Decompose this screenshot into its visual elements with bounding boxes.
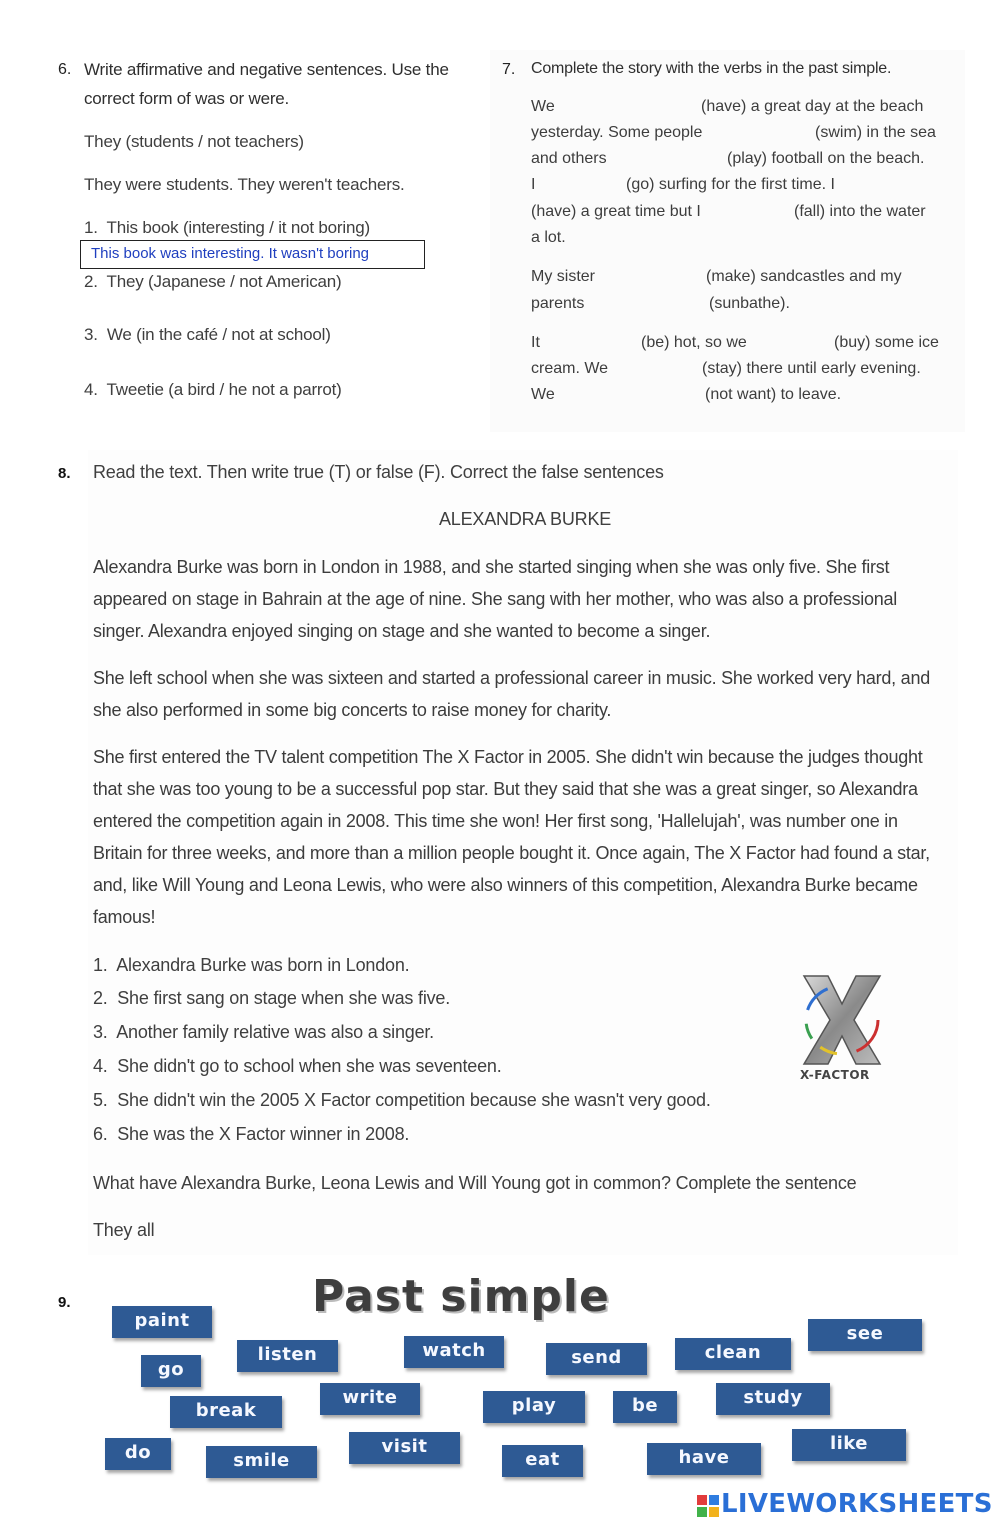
ex6-item-text: We (in the café / not at school) (106, 325, 331, 344)
liveworksheets-brand: LIVEWORKSHEETS (721, 1489, 993, 1519)
ex6-item-num: 4. (84, 380, 98, 399)
story-text: I (531, 176, 536, 193)
story-text: cream. We (531, 360, 609, 377)
story-text: and others (531, 150, 607, 167)
answer-start: They all (93, 1220, 155, 1240)
ex8-number: 8. (58, 465, 71, 482)
liveworksheets-logo-icon (697, 1495, 719, 1517)
statement-4 (93, 1056, 502, 1077)
story-text: We (531, 98, 555, 115)
statement-text: Alexandra Burke was born in London. (116, 955, 410, 975)
story-text: (swim) in the sea (815, 124, 936, 141)
ex6-item-num: 2. (84, 272, 98, 291)
statement-num: 2. (93, 988, 108, 1008)
story-text: (sunbathe). (709, 295, 790, 312)
verb-card-write[interactable]: write (320, 1383, 420, 1415)
statement-text: She first sang on stage when she was five. (117, 988, 451, 1008)
ex9-title: Past simple (312, 1271, 610, 1322)
ex6-item-2 (84, 272, 342, 292)
verb-card-play[interactable]: play (483, 1391, 585, 1423)
story-text: (play) football on the beach. (727, 150, 925, 167)
statement-text: She was the X Factor winner in 2008. (117, 1124, 410, 1144)
verb-card-go[interactable]: go (141, 1355, 201, 1387)
ex6-item-num: 1. (84, 218, 98, 237)
ex6-number: 6. (58, 61, 72, 78)
verb-card-send[interactable]: send (546, 1343, 647, 1375)
article-paragraph-1: Alexandra Burke was born in London in 1988, and she started singing when she was only five. She first appeared on stage in Bahrain at the age of nine. She sang with her mother, who was also a professional singer. Alexandra enjoyed singing on stage and she wanted to become a singer. (93, 557, 898, 641)
story-text: yesterday. Some people (531, 124, 703, 141)
statement-1 (93, 955, 409, 976)
ex7-instruction: Complete the story with the verbs in the past simple. (531, 60, 892, 77)
statement-text: She didn't win the 2005 X Factor competition because she wasn't very good. (117, 1090, 711, 1110)
story-text: (buy) some ice (834, 334, 939, 351)
story-text: (stay) there until early evening. (702, 360, 921, 377)
story-text: (fall) into the water (794, 203, 926, 220)
ex6-item-text: Tweetie (a bird / he not a parrot) (106, 380, 342, 399)
ex6-item-text: They (Japanese / not American) (106, 272, 342, 291)
verb-card-have[interactable]: have (647, 1443, 761, 1475)
statement-num: 3. (93, 1022, 108, 1042)
story-text: (be) hot, so we (641, 334, 747, 351)
ex7-number: 7. (502, 61, 516, 78)
article-title: ALEXANDRA BURKE (439, 509, 612, 529)
verb-card-see[interactable]: see (808, 1319, 922, 1351)
article-paragraph-2: She left school when she was sixteen and started a professional career in music. She worked very hard, and she also performed in some big concerts to raise money for charity. (93, 668, 930, 720)
statement-num: 5. (93, 1090, 108, 1110)
statement-text: Another family relative was also a singer. (116, 1022, 434, 1042)
statement-num: 6. (93, 1124, 108, 1144)
story-text: (go) surfing for the first time. I (626, 176, 835, 193)
verb-card-listen[interactable]: listen (237, 1340, 338, 1372)
verb-card-watch[interactable]: watch (404, 1336, 504, 1368)
ex6-item-1 (84, 218, 370, 238)
x-factor-label: X-FACTOR (800, 1068, 870, 1082)
ex6-item-4 (84, 380, 342, 400)
story-text: (have) a great time but I (531, 203, 701, 220)
story-text: (make) sandcastles and my (706, 268, 902, 285)
statement-5 (93, 1090, 711, 1111)
story-text: We (531, 386, 555, 403)
story-text: (not want) to leave. (705, 386, 842, 403)
ex6-item-3 (84, 325, 331, 345)
verb-card-eat[interactable]: eat (502, 1445, 583, 1477)
verb-card-be[interactable]: be (613, 1391, 677, 1423)
statement-6 (93, 1124, 409, 1145)
verb-card-smile[interactable]: smile (206, 1446, 317, 1478)
article-paragraph-3: She first entered the TV talent competition The X Factor in 2005. She didn't win because the judges thought that she was too young to be a successful pop star. But they said that she was a great singer, so Alexandra entered the competition again in 2008. This time she won! Her first song, 'Hallelujah', was number one in Britain for three weeks, and more than a million people bought it. Once again, The X Factor had found a star, and, like Will Young and Leona Lewis, who were also winners of this competition, Alexandra Burke became famous! (93, 747, 930, 927)
statement-num: 1. (93, 955, 108, 975)
statement-2 (93, 988, 450, 1009)
ex8-instruction: Read the text. Then write true (T) or false (F). Correct the false sentences (93, 462, 664, 482)
verb-card-study[interactable]: study (716, 1383, 830, 1415)
ex6-answer-input-1[interactable]: This book was interesting. It wasn't boring (80, 240, 425, 269)
verb-card-visit[interactable]: visit (349, 1432, 460, 1464)
verb-card-break[interactable]: break (170, 1396, 282, 1428)
statement-text: She didn't go to school when she was seventeen. (117, 1056, 502, 1076)
ex6-example-prompt: They (students / not teachers) (84, 132, 304, 151)
story-text: parents (531, 295, 585, 312)
logo-grid-icon (697, 1495, 719, 1517)
ex6-instruction-line2: correct form of was or were. (84, 89, 290, 108)
verb-card-like[interactable]: like (792, 1429, 906, 1461)
ex6-item-num: 3. (84, 325, 98, 344)
ex9-number: 9. (58, 1294, 71, 1311)
common-question: What have Alexandra Burke, Leona Lewis and Will Young got in common? Complete the sentence (93, 1173, 857, 1193)
verb-card-clean[interactable]: clean (675, 1338, 791, 1370)
x-factor-logo (796, 970, 888, 1088)
story-text: My sister (531, 268, 595, 285)
ex6-instruction-line1: Write affirmative and negative sentences. Use the (84, 60, 449, 79)
story-text: It (531, 334, 540, 351)
ex6-example-answer: They were students. They weren't teachers. (84, 175, 405, 194)
verb-card-paint[interactable]: paint (112, 1306, 212, 1338)
statement-3 (93, 1022, 434, 1043)
verb-card-do[interactable]: do (105, 1438, 171, 1470)
ex6-item-text: This book (interesting / it not boring) (106, 218, 370, 237)
story-text: a lot. (531, 229, 566, 246)
statement-num: 4. (93, 1056, 108, 1076)
story-text: (have) a great day at the beach (701, 98, 924, 115)
